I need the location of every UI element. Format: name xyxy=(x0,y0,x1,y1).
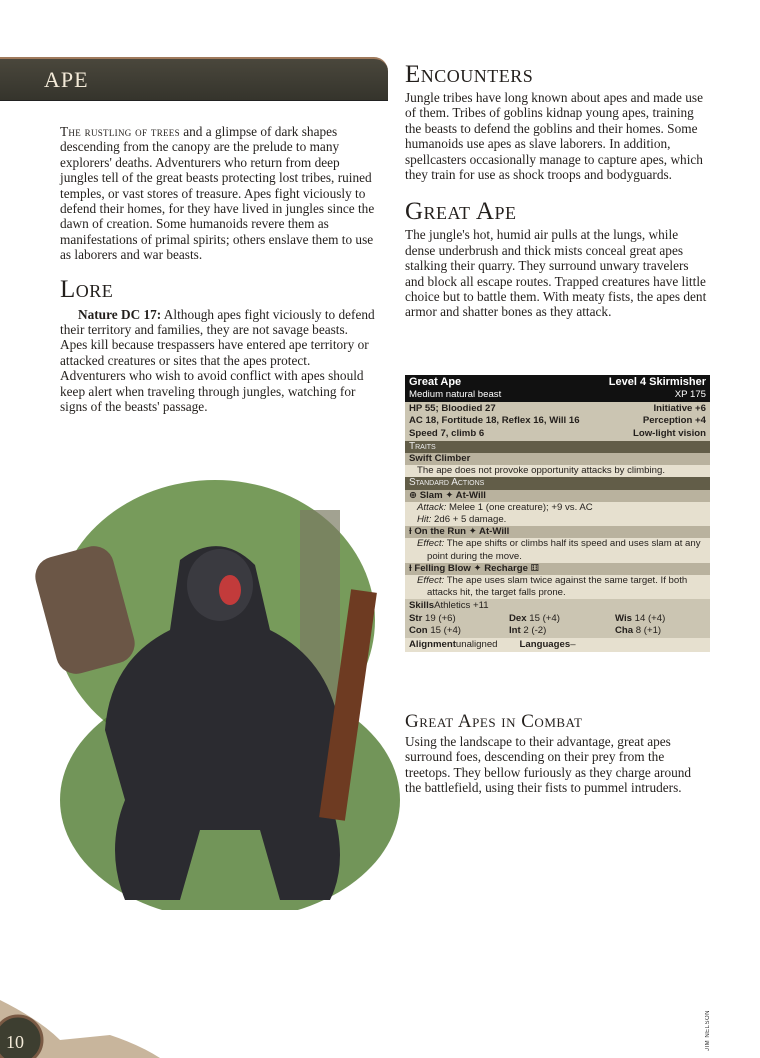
recharge-die-icon: ⚅ xyxy=(530,562,539,574)
skills-label: Skills xyxy=(409,600,435,612)
monster-xp: XP 175 xyxy=(674,389,706,400)
lore-heading: Lore xyxy=(60,275,114,303)
intro-lead: The rustling of trees xyxy=(60,124,180,139)
encounters-heading: Encounters xyxy=(405,61,534,88)
dex: 15 (+4) xyxy=(526,612,560,624)
felling-blow-effect: The ape uses slam twice against the same target. If both attacks hit, the target falls prone. xyxy=(427,575,688,599)
traits-section: Traits xyxy=(405,441,710,453)
trait-text: The ape does not provoke opportunity attacks by climbing. xyxy=(417,465,665,477)
on-the-run-name: On the Run ✦ At-Will xyxy=(414,526,510,538)
effect-label: Effect: xyxy=(417,575,445,587)
combat-heading: Great Apes in Combat xyxy=(405,711,583,732)
stat-block xyxy=(405,375,710,652)
str-label: Str xyxy=(409,612,423,624)
languages-label: Languages xyxy=(519,639,571,651)
hit-label: Hit: xyxy=(417,514,432,526)
lore-body: Although apes fight viciously to defend their territory and families, they are not savage beasts. Apes kill because trespassers have entered ape territory or attacked creatures or sites that the apes protect. Adventurers who wish to avoid conflict with apes should keep alert when traveling through jungles, watching for signs of the beasts' passage. xyxy=(60,306,375,415)
dex-label: Dex xyxy=(509,612,527,624)
monster-type: Medium natural beast xyxy=(409,389,502,400)
great-ape-illustration xyxy=(30,470,400,930)
slam-hit: 2d6 + 5 damage. xyxy=(431,514,507,526)
great-ape-heading: Great Ape xyxy=(405,198,517,226)
cha: 8 (+1) xyxy=(633,624,662,636)
page-number-ornament xyxy=(0,1000,170,1058)
on-the-run-effect: The ape shifts or climbs half its speed and uses slam at any point during the move. xyxy=(427,538,701,562)
melee-basic-icon: ⊕ xyxy=(409,489,418,501)
artist-credit: JIM NELSON xyxy=(705,1010,711,1052)
wis-label: Wis xyxy=(615,612,632,624)
intro-text xyxy=(60,124,376,415)
intro-body: and a glimpse of dark shapes descending from the canopy are the prelude to many explorers' deaths. Adventurers who return from deep jungles tell of the great beasts protecting lost tribes, ruined temples, or vast stores of treasure. Apes fight viciously to defend their homes, for they have lived in jungles since the dawn of creation. Some humanoids revere them as manifestations of primal spirits; others enslave them to use as laborers and war beasts. xyxy=(60,124,375,263)
chapter-header-bar xyxy=(0,57,388,101)
languages: – xyxy=(570,639,576,651)
speed: Speed 7, climb 6 xyxy=(409,427,485,439)
attack-label: Attack: xyxy=(417,501,447,513)
trait-name: Swift Climber xyxy=(405,453,710,465)
con-label: Con xyxy=(409,624,428,636)
vision: Low-light vision xyxy=(632,427,706,439)
felling-blow-name: Felling Blow ✦ Recharge xyxy=(414,562,528,574)
defenses: AC 18, Fortitude 18, Reflex 16, Will 16 xyxy=(409,415,580,427)
hp: HP 55; Bloodied 27 xyxy=(409,403,496,415)
int-label: Int xyxy=(509,624,521,636)
actions-section: Standard Actions xyxy=(405,477,710,489)
wis: 14 (+4) xyxy=(631,612,666,624)
int: 2 (-2) xyxy=(520,624,547,636)
monster-level: Level 4 Skirmisher xyxy=(608,376,706,388)
page-number: 10 xyxy=(6,1032,24,1052)
right-column xyxy=(405,62,710,320)
lore-label: Nature DC 17: xyxy=(78,306,162,322)
skills: Athletics +11 xyxy=(434,600,489,612)
monster-name: Great Ape xyxy=(409,376,462,388)
slam-attack: Melee 1 (one creature); +9 vs. AC xyxy=(446,501,593,513)
encounters-body: Jungle tribes have long known about apes and made use of them. Tribes of goblins kidnap young apes, training the beasts to defend the goblins and their homes. Some humanoids use apes as slave laborers. In addition, spellcasters occasionally manage to capture apes, which they train for use as shock troops and bodyguards. xyxy=(405,90,703,183)
perception: Perception +4 xyxy=(642,415,706,427)
effect-label: Effect: xyxy=(417,538,445,550)
melee-icon: ƚ xyxy=(409,562,412,574)
con: 15 (+4) xyxy=(427,624,461,636)
str: 19 (+6) xyxy=(422,612,456,624)
cha-label: Cha xyxy=(615,624,634,636)
chapter-title: APE xyxy=(44,67,89,92)
combat-section xyxy=(405,712,710,796)
alignment: unaligned xyxy=(455,639,498,651)
great-ape-body: The jungle's hot, humid air pulls at the lungs, while dense underbrush and thick mists conceal great apes stalking their quarry. They surround unwary travelers and block all escape routes. Trapped creatures have little choice but to battle them. With meaty fists, the apes dent armor and shatter bones as they attack. xyxy=(405,227,707,320)
combat-body: Using the landscape to their advantage, great apes surround foes, descending on their prey from the treetops. They bellow furiously as they charge around the battlefield, using their fists to pummel intruders. xyxy=(405,734,692,796)
slam-name: Slam ✦ At-Will xyxy=(419,489,486,501)
alignment-label: Alignment xyxy=(409,639,456,651)
initiative: Initiative +6 xyxy=(653,403,706,415)
melee-icon: ƚ xyxy=(409,526,412,538)
